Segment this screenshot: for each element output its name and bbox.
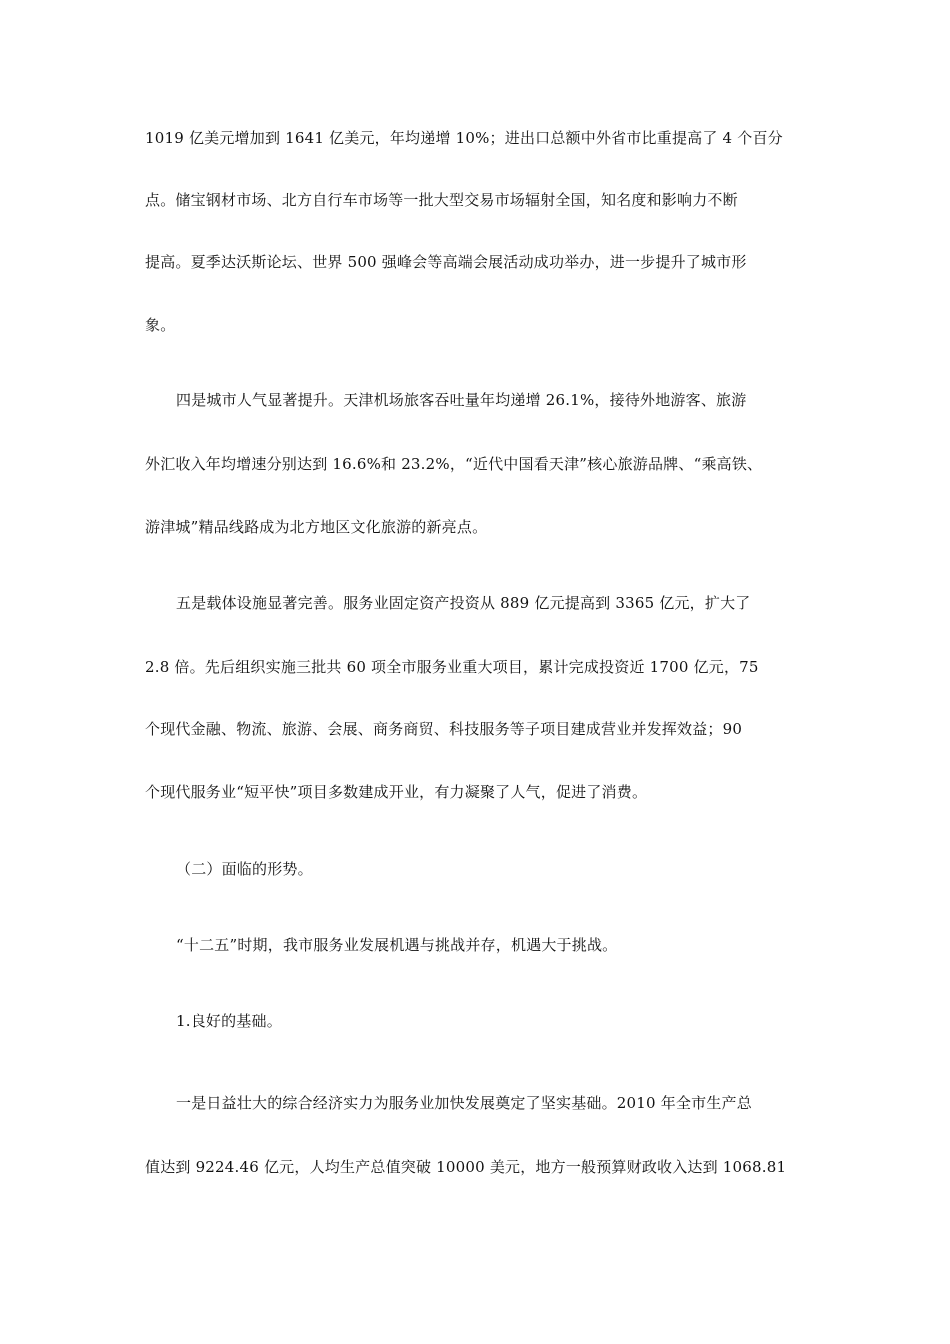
- paragraph-line: 个现代金融、物流、旅游、会展、商务商贸、科技服务等子项目建成营业并发挥效益；90: [145, 720, 743, 738]
- paragraph-line: “十二五”时期，我市服务业发展机遇与挑战并存，机遇大于挑战。: [176, 936, 618, 954]
- paragraph-line: 游津城”精品线路成为北方地区文化旅游的新亮点。: [145, 518, 488, 536]
- paragraph-line: 一是日益壮大的综合经济实力为服务业加快发展奠定了坚实基础。2010 年全市生产总: [176, 1094, 752, 1112]
- paragraph-line: 四是城市人气显著提升。天津机场旅客吞吐量年均递增 26.1%，接待外地游客、旅游: [176, 391, 747, 409]
- paragraph-line: 值达到 9224.46 亿元，人均生产总值突破 10000 美元，地方一般预算财政收入达到 1068.81: [145, 1158, 787, 1176]
- paragraph-line: 象。: [145, 316, 176, 334]
- paragraph-line: 提高。夏季达沃斯论坛、世界 500 强峰会等高端会展活动成功举办，进一步提升了城市形: [145, 253, 747, 271]
- paragraph-line: 外汇收入年均增速分别达到 16.6%和 23.2%，“近代中国看天津”核心旅游品牌、“乘高铁、: [145, 455, 763, 473]
- paragraph-line: 1019 亿美元增加到 1641 亿美元，年均递增 10%；进出口总额中外省市比重提高了 4 个百分: [145, 129, 783, 147]
- paragraph-line: 五是载体设施显著完善。服务业固定资产投资从 889 亿元提高到 3365 亿元，扩大了: [176, 594, 751, 612]
- subsection-heading: 1.良好的基础。: [176, 1012, 282, 1030]
- paragraph-line: 个现代服务业“短平快”项目多数建成开业，有力凝聚了人气，促进了消费。: [145, 783, 648, 801]
- paragraph-line: 2.8 倍。先后组织实施三批共 60 项全市服务业重大项目，累计完成投资近 1700 亿元，75: [145, 658, 759, 676]
- paragraph-line: 点。储宝钢材市场、北方自行车市场等一批大型交易市场辐射全国，知名度和影响力不断: [145, 191, 738, 209]
- section-heading: （二）面临的形势。: [176, 860, 313, 878]
